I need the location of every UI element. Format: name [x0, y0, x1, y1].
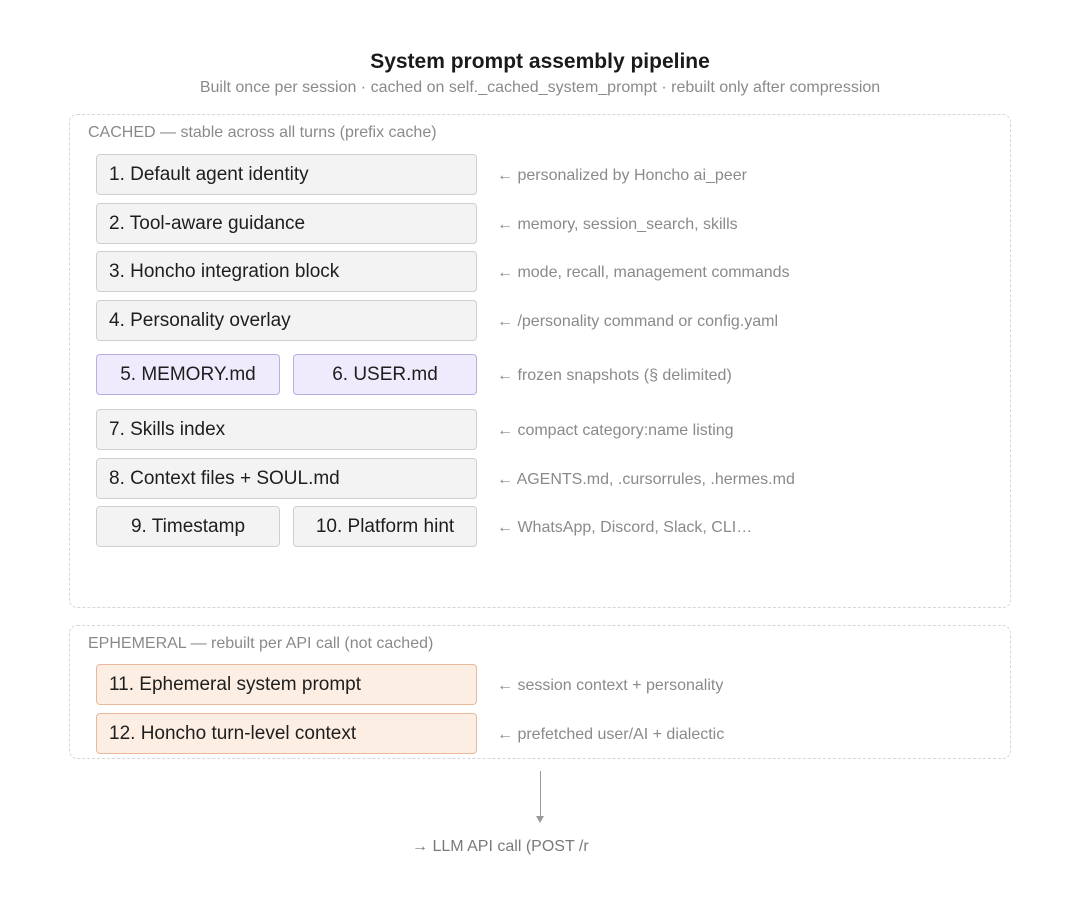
diagram-title: System prompt assembly pipeline [370, 50, 710, 73]
platform-hint-note: ← WhatsApp, Discord, Slack, CLI… [497, 519, 753, 536]
memory-md-box: 5. MEMORY.md [96, 354, 280, 395]
honcho-integration-block-box: 3. Honcho integration block [96, 251, 477, 292]
platform-hint-box: 10. Platform hint [293, 506, 477, 547]
personality-overlay-box: 4. Personality overlay [96, 300, 477, 341]
llm-api-call-label: → LLM API call (POST /r [412, 838, 589, 855]
ephemeral-system-prompt-note: ← session context + personality [497, 677, 724, 694]
output-arrow-line [540, 771, 541, 819]
blur-overlay [590, 828, 730, 908]
default-agent-identity-note: ← personalized by Honcho ai_peer [497, 167, 747, 184]
diagram-subtitle: Built once per session · cached on self._cached_system_prompt · rebuilt only after compression [199, 79, 881, 96]
timestamp-box: 9. Timestamp [96, 506, 280, 547]
ephemeral-system-prompt-box: 11. Ephemeral system prompt [96, 664, 477, 705]
user-md-box: 6. USER.md [293, 354, 477, 395]
honcho-turn-level-context-note: ← prefetched user/AI + dialectic [497, 726, 725, 743]
tool-aware-guidance-box: 2. Tool-aware guidance [96, 203, 477, 244]
down-arrow-icon [536, 816, 544, 823]
skills-index-box: 7. Skills index [96, 409, 477, 450]
personality-overlay-note: ← /personality command or config.yaml [497, 313, 778, 330]
context-files-note: ← AGENTS.md, .cursorrules, .hermes.md [497, 471, 795, 488]
honcho-turn-level-context-box: 12. Honcho turn-level context [96, 713, 477, 754]
tool-aware-guidance-note: ← memory, session_search, skills [497, 216, 738, 233]
cached-group-label: CACHED — stable across all turns (prefix cache) [88, 124, 437, 141]
context-files-box: 8. Context files + SOUL.md [96, 458, 477, 499]
honcho-integration-block-note: ← mode, recall, management commands [497, 264, 790, 281]
skills-index-note: ← compact category:name listing [497, 422, 734, 439]
default-agent-identity-box: 1. Default agent identity [96, 154, 477, 195]
ephemeral-group-label: EPHEMERAL — rebuilt per API call (not cached) [88, 635, 434, 652]
memory-snapshots-note: ← frozen snapshots (§ delimited) [497, 367, 732, 384]
